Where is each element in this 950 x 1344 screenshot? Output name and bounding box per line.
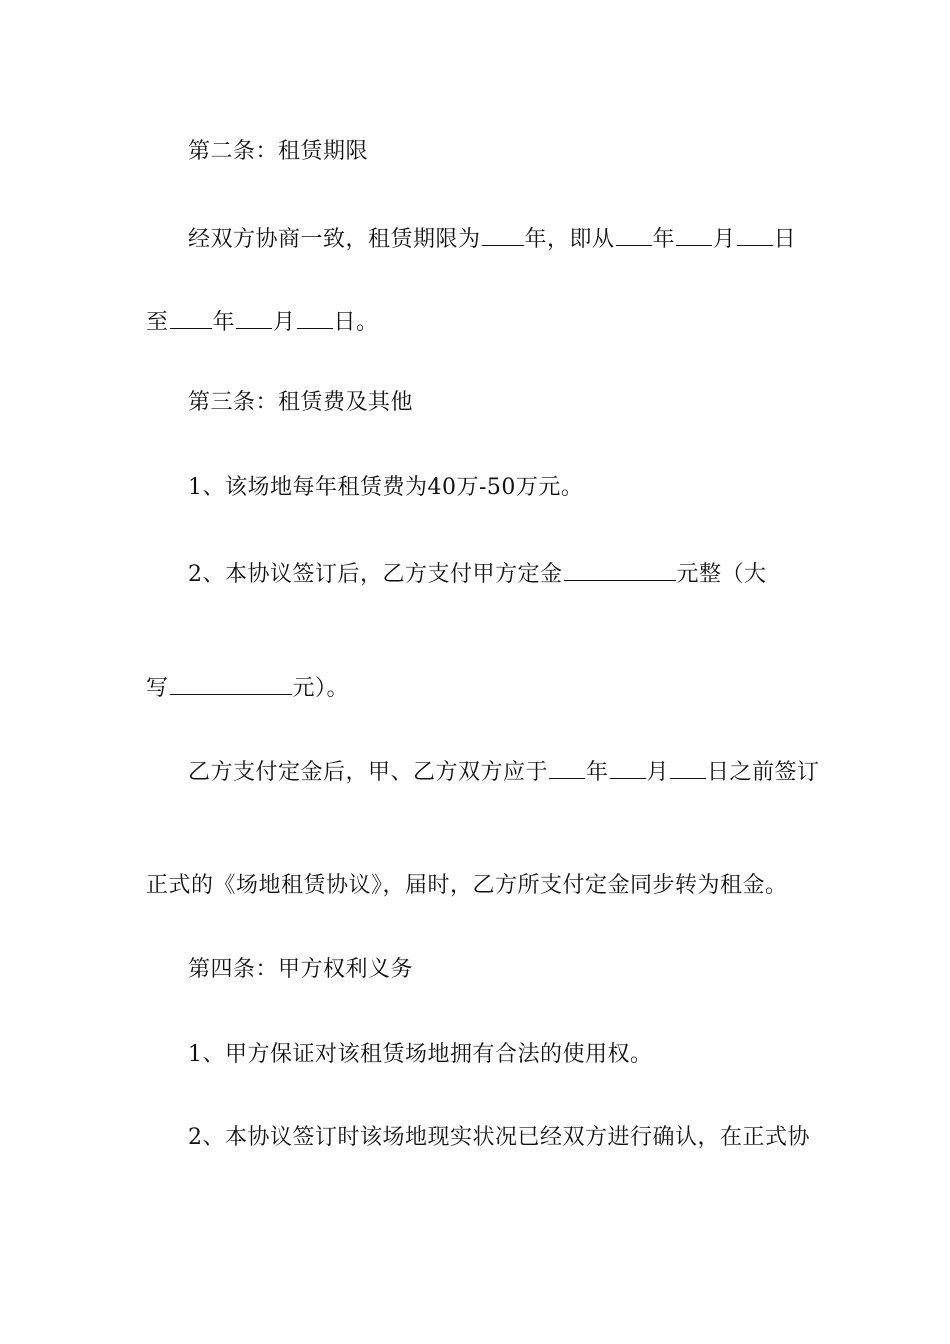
article4-item1: 1、甲方保证对该租赁场地拥有合法的使用权。: [188, 1042, 653, 1067]
article2-heading: 第二条：租赁期限: [188, 139, 369, 164]
fill-in-blank[interactable]: [170, 306, 212, 329]
article3-heading: 第三条：租赁费及其他: [188, 390, 414, 415]
text-segment: 写: [146, 676, 169, 701]
fill-in-blank[interactable]: [297, 306, 333, 329]
text-segment: 年，即从: [524, 227, 615, 252]
article4-heading: 第四条：甲方权利义务: [188, 957, 414, 982]
text-segment: 经双方协商一致，租赁期限为: [188, 227, 481, 252]
fill-in-blank[interactable]: [236, 306, 272, 329]
text-segment: 乙方支付定金后，甲、乙方双方应于: [188, 760, 549, 785]
text-segment: 至: [146, 310, 169, 335]
fill-in-blank[interactable]: [564, 558, 676, 581]
text-segment: 日: [773, 227, 797, 252]
fill-in-blank[interactable]: [170, 672, 292, 695]
article3-item1: 1、该场地每年租赁费为40万-50万元。: [188, 475, 584, 500]
fill-in-blank[interactable]: [610, 756, 646, 779]
fill-in-blank[interactable]: [482, 223, 524, 246]
text-segment: 日之前签订: [707, 760, 820, 785]
article3-item2-line2: [146, 672, 349, 704]
article3-item2-line1: [188, 558, 767, 590]
text-segment: 月: [646, 760, 670, 785]
fill-in-blank[interactable]: [616, 223, 652, 246]
fill-in-blank[interactable]: [676, 223, 712, 246]
text-segment: 年: [652, 227, 676, 252]
text-segment: 元整（大: [676, 562, 767, 587]
fill-in-blank[interactable]: [549, 756, 585, 779]
text-segment: 月: [273, 310, 296, 335]
article2-paragraph-line1: [188, 223, 796, 255]
text-segment: 2、本协议签订后，乙方支付甲方定金: [188, 562, 563, 587]
text-segment: 年: [212, 310, 236, 335]
fill-in-blank[interactable]: [670, 756, 706, 779]
text-segment: 日。: [333, 310, 379, 335]
text-segment: 元）。: [292, 676, 350, 701]
article3-paragraph3-line1: [188, 756, 820, 788]
text-segment: 月: [713, 227, 736, 252]
article3-paragraph3-line2: 正式的《场地租赁协议》，届时，乙方所支付定金同步转为租金。: [146, 873, 788, 898]
text-segment: 年: [586, 760, 609, 785]
article2-paragraph-line2: [146, 306, 379, 338]
fill-in-blank[interactable]: [737, 223, 773, 246]
article4-item2: 2、本协议签订时该场地现实状况已经双方进行确认，在正式协: [188, 1125, 810, 1150]
